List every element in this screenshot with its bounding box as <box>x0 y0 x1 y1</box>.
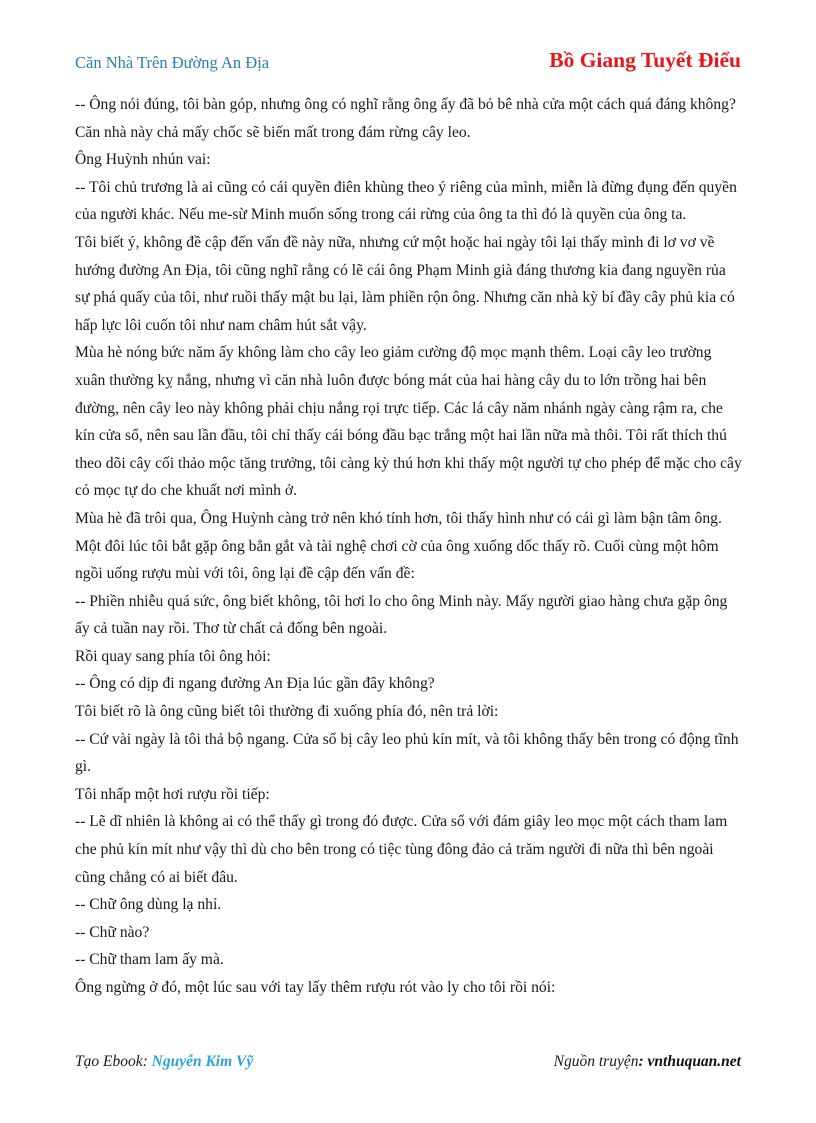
paragraph: Ông ngừng ở đó, một lúc sau với tay lấy thêm rượu rót vào ly cho tôi rồi nói: <box>75 979 556 996</box>
paragraph: -- Phiền nhiễu quá sức, ông biết không, tôi hơi lo cho ông Minh này. Mấy người giao hàng chưa gặp ông ấy cả tuần nay rồi. Thơ từ chất cả đống bên ngoài. <box>75 592 728 638</box>
paragraph: Tôi biết rõ là ông cũng biết tôi thường đi xuống phía đó, nên trả lời: <box>75 703 499 721</box>
paragraph: -- Chữ ông dùng lạ nhỉ. <box>75 896 222 914</box>
source-label: Nguồn truyện <box>553 1053 639 1070</box>
paragraph: -- Ông nói đúng, tôi bàn góp, nhưng ông có nghĩ rằng ông ấy đã bỏ bê nhà cửa một cách quá đáng không? Căn nhà này chả mấy chốc sẽ biến mất trong đám rừng cây leo. <box>75 96 736 141</box>
page-footer <box>75 1053 741 1075</box>
paragraph: -- Lẽ dĩ nhiên là không ai có thể thấy gì trong đó được. Cửa sổ với đám giây leo mọc một cách tham lam che phủ kín mít như vậy thì dù cho bên trong có tiệc tùng đông đảo cả trăm người đi nữa thì bên ngoài cũng chẳng có ai biết đâu. <box>75 813 728 886</box>
paragraph: Rồi quay sang phía tôi ông hỏi: <box>75 647 271 665</box>
paragraph: -- Chữ tham lam ấy mà. <box>75 951 224 969</box>
paragraph: -- Tôi chủ trương là ai cũng có cái quyền điên khùng theo ý riêng của mình, miễn là đừng đụng đến quyền của người khác. Nếu me-sừ Minh muốn sống trong cái rừng của ông ta thì đó là quyền của ông ta. <box>75 178 737 224</box>
source-site: vnthuquan.net <box>647 1053 741 1070</box>
source-credit: Nguồn truyện: vnthuquan.net <box>553 1053 741 1070</box>
book-title: Căn Nhà Trên Đường An Địa <box>75 53 270 72</box>
paragraph: Mùa hè nóng bức năm ấy không làm cho cây leo giảm cường độ mọc mạnh thêm. Loại cây leo trường xuân thường kỵ nắng, nhưng vì căn nhà luôn được bóng mát của hai hàng cây du to lớn trồng hai bên đường, nên cây leo này không phải chịu nắng rọi trực tiếp. Các lá cây năm nhánh ngày càng rậm ra, che kín cửa sổ, nên sau lần đầu, tôi chỉ thấy cái bóng đầu bạc trắng một hai lần nữa mà thôi. Tôi rất thích thú theo dõi cây cối thảo mộc tăng trưởng, tôi càng kỳ thú hơn khi thấy một người tự cho phép để mặc cho cây cỏ mọc tự do che khuất nơi mình ở. <box>75 344 742 500</box>
paragraph: Ông Huỳnh nhún vai: <box>75 151 211 169</box>
ebook-label: Tạo Ebook <box>75 1053 143 1070</box>
paragraph: -- Cứ vài ngày là tôi thả bộ ngang. Cửa sổ bị cây leo phủ kín mít, và tôi không thấy bên trong có động tĩnh gì. <box>75 730 739 776</box>
ebook-creator-name: Nguyễn Kim Vỹ <box>151 1053 254 1070</box>
story-text <box>75 91 743 1002</box>
author-name: Bồ Giang Tuyết Điểu <box>549 48 741 72</box>
ebook-credit: Tạo Ebook: Nguyễn Kim Vỹ <box>75 1053 254 1070</box>
paragraph: Tôi biết ý, không đề cập đến vấn đề này nữa, nhưng cứ một hoặc hai ngày tôi lại thấy mình đi lơ vơ về hướng đường An Địa, tôi cũng nghĩ rằng có lẽ cái ông Phạm Minh già đáng thương kia đang nguyền rủa sự phá quấy của tôi, như ruồi thấy mật bu lại, làm phiền rộn ông. Nhưng căn nhà kỳ bí đầy cây phủ kia có hấp lực lôi cuốn tôi như nam châm hút sắt vậy. <box>75 233 735 334</box>
page-header <box>75 48 741 78</box>
paragraph: -- Chữ nào? <box>75 923 150 941</box>
paragraph: -- Ông có dịp đi ngang đường An Địa lúc gần đây không? <box>75 675 435 693</box>
paragraph: Mùa hè đã trôi qua, Ông Huỳnh càng trở nên khó tính hơn, tôi thấy hình như có cái gì làm bận tâm ông. Một đôi lúc tôi bắt gặp ông bẳn gắt và tài nghệ chơi cờ của ông xuống dốc thấy rõ. Cuối cùng một hôm ngồi uống rượu mùi với tôi, ông lại đề cập đến vấn đề: <box>75 509 722 583</box>
paragraph: Tôi nhấp một hơi rượu rồi tiếp: <box>75 785 270 803</box>
